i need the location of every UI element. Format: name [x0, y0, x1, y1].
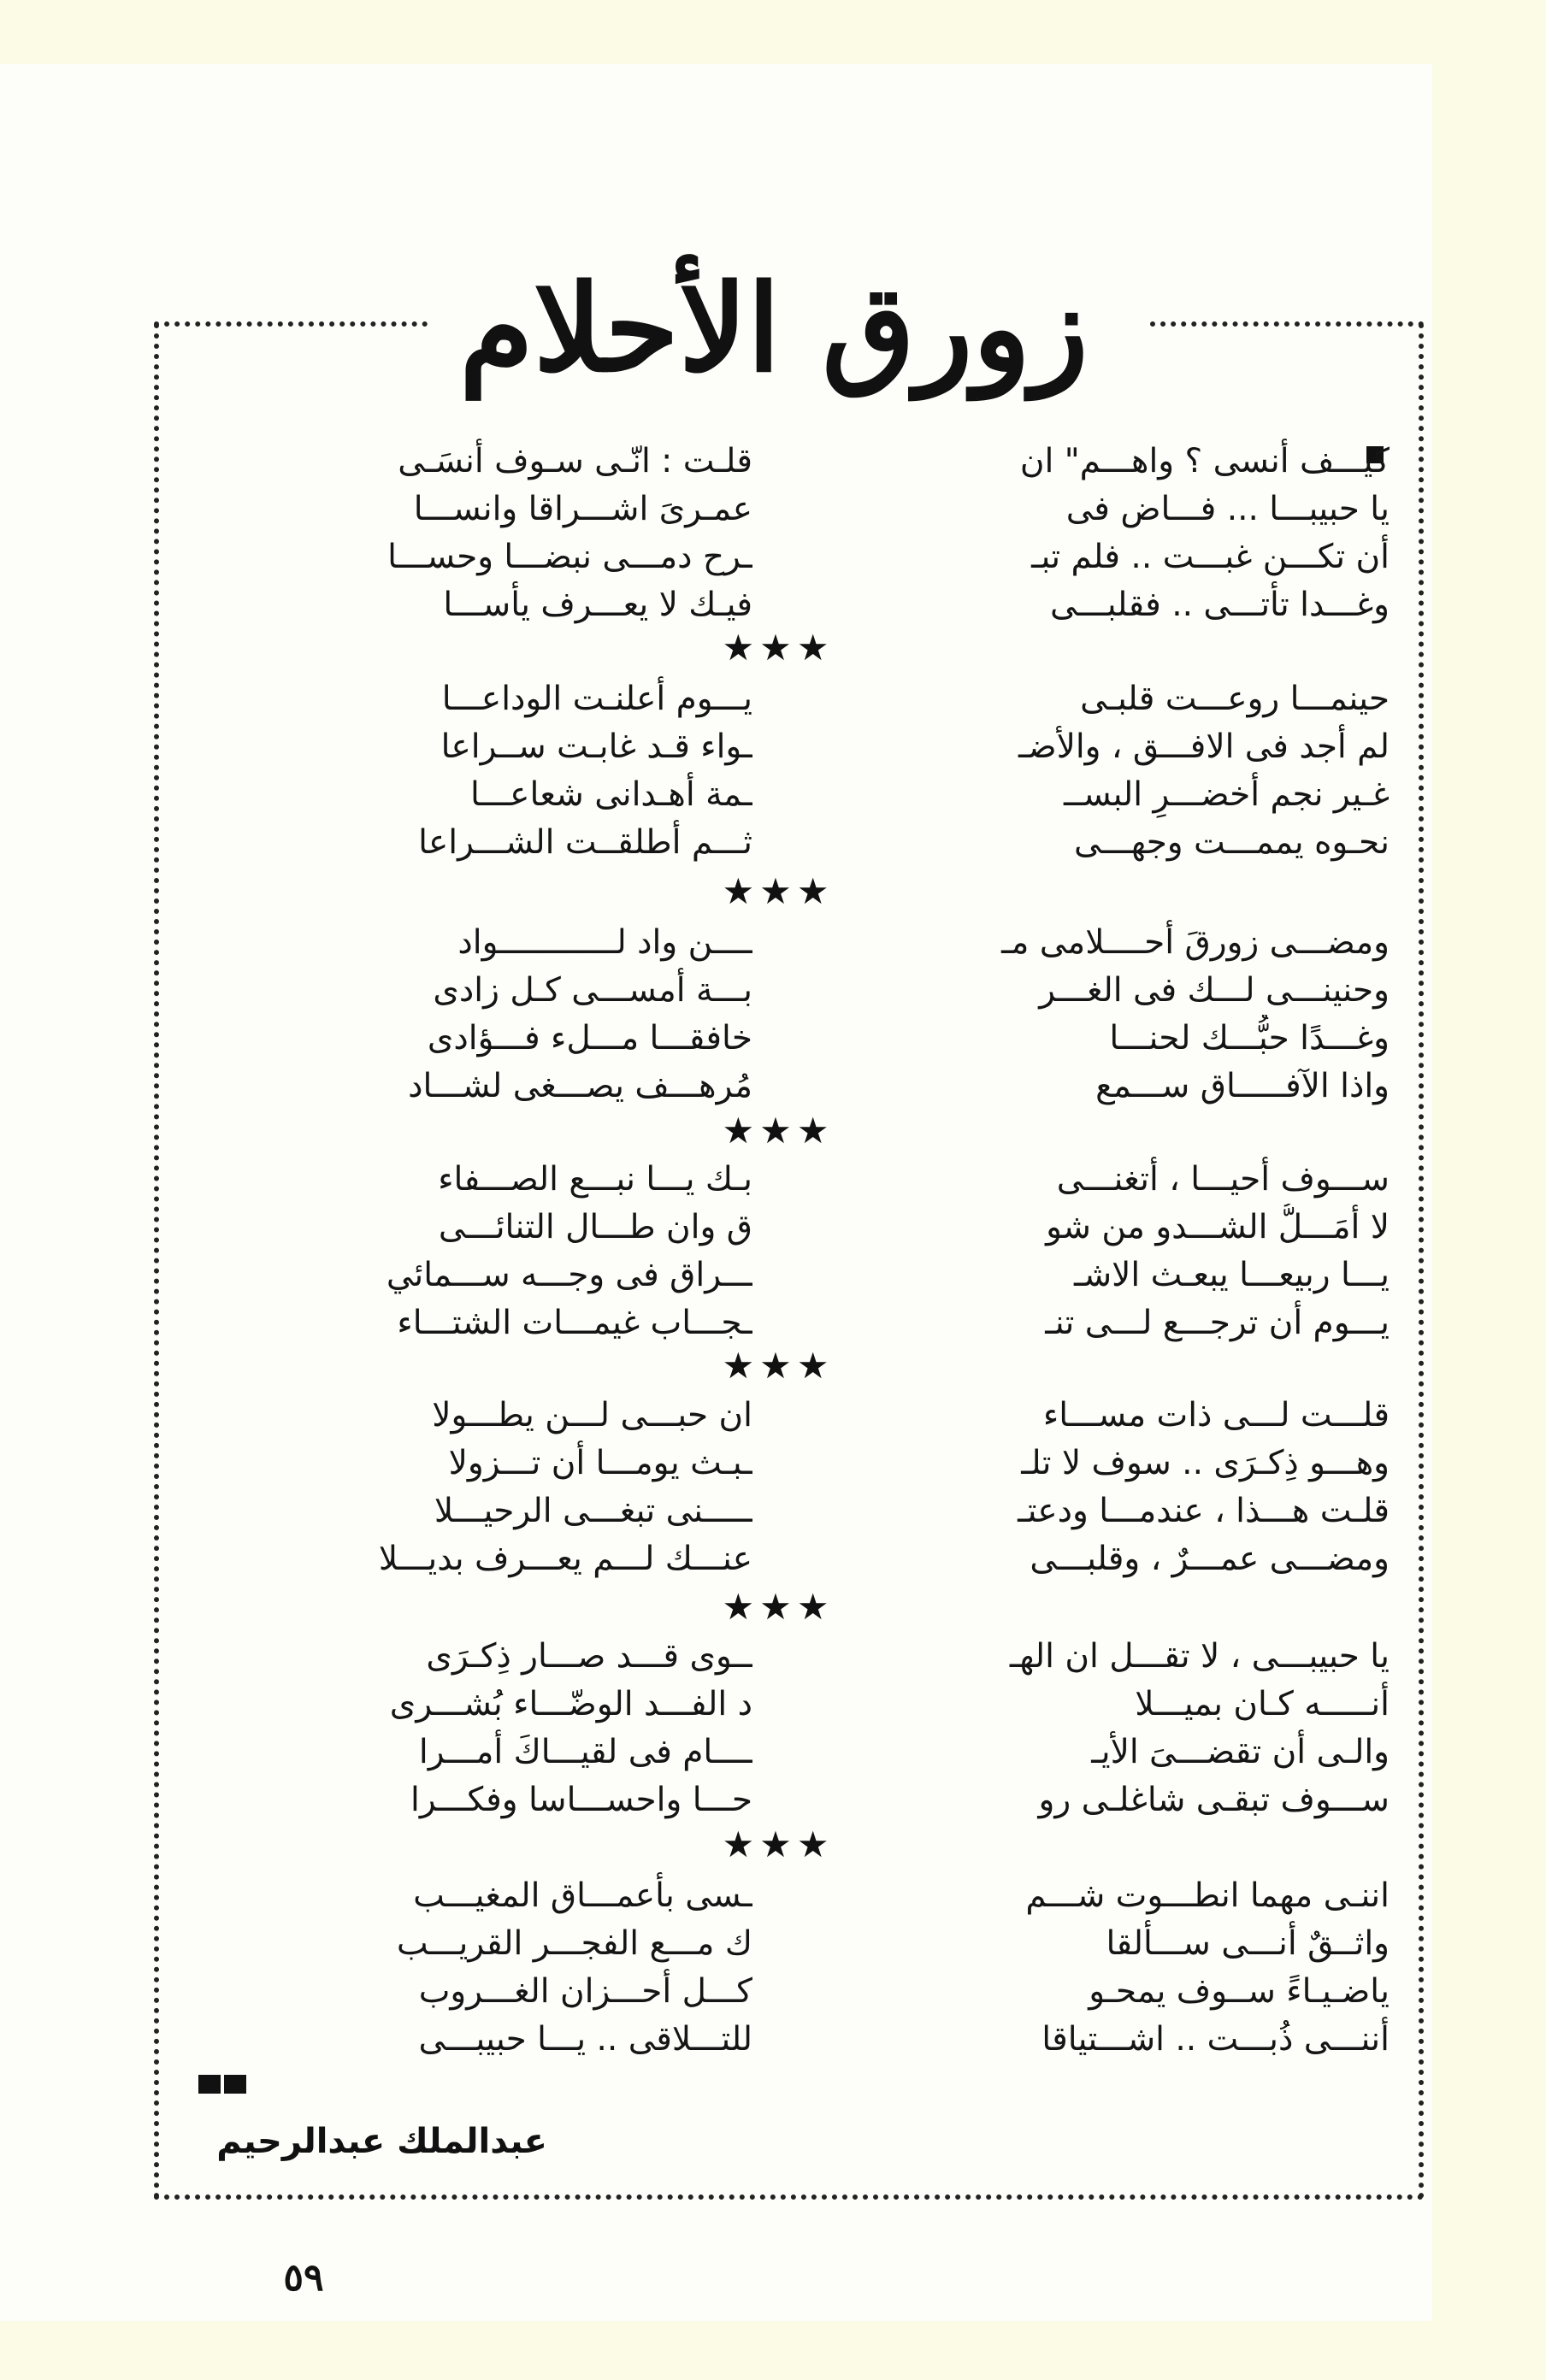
hemistich-left: مُرهـــف يصـــغى لشـــاد	[408, 1067, 752, 1105]
hemistich-right: أننـــى ذُبـــت .. اشـــتياقا	[1041, 2020, 1390, 2059]
hemistich-right: أن تكـــن غبـــت .. فلم تبـ	[1031, 538, 1390, 576]
hemistich-right: نحـوه يممـــت وجهـــى	[1073, 823, 1390, 862]
hemistich-left: خافقـــا مـــلء فـــؤادى	[427, 1019, 752, 1057]
hemistich-right: واثــقٌ أنـــى ســـألقا	[1106, 1924, 1390, 1963]
hemistich-right: يـــا ربيعـــا يبعـث الاشـ	[1074, 1256, 1390, 1294]
verse-line	[0, 1872, 1546, 1920]
hemistich-right: غـير نجم أخضـــرِ البســ	[1064, 775, 1390, 814]
hemistich-right: ســـوف تبقـى شاغلـى رو	[1038, 1781, 1390, 1819]
verse-line	[0, 967, 1546, 1015]
hemistich-right: أنـــــه كـان بميـــلا	[1135, 1685, 1390, 1723]
stanza-separator-stars: ★★★	[722, 870, 835, 912]
hemistich-right: والـى أن تقضـــىَ الأيـ	[1091, 1733, 1390, 1771]
hemistich-right: يا حبيبـــا ... فـــاض فى	[1065, 490, 1390, 528]
hemistich-right: لا أمَـــلُّ الشـــدو من شو	[1046, 1208, 1390, 1246]
stanza-separator-stars: ★★★	[722, 1345, 835, 1387]
page-number: ٥٩	[283, 2256, 324, 2300]
hemistich-right: يـــوم أن ترجـــع لـــى تنـ	[1045, 1304, 1390, 1342]
verse-line	[0, 1776, 1546, 1824]
hemistich-left: ـــراق فى وجـــه ســـمائي	[386, 1256, 752, 1294]
verse-line	[0, 533, 1546, 581]
verse-line	[0, 919, 1546, 967]
hemistich-left: ان حبـــى لـــن يطـــولا	[432, 1396, 752, 1434]
hemistich-right: قلـت هـــذا ، عندمـــا ودعتـ	[1018, 1492, 1390, 1530]
hemistich-left: د الفـــد الوضّـــاء بُشـــرى	[389, 1685, 752, 1723]
verse-line	[0, 771, 1546, 819]
hemistich-left: ـواء قـد غابـت ســراعا	[440, 728, 752, 766]
hemistich-left: يـــوم أعلنـت الوداعـــا	[441, 680, 752, 718]
stanza-7	[0, 1872, 1546, 2064]
hemistich-left: ــــن واد لــــــــــــواد	[457, 923, 752, 962]
poem-title: زورق الأحلام	[459, 259, 1089, 399]
verse-line	[0, 1681, 1546, 1729]
verse-line	[0, 1920, 1546, 1968]
hemistich-left: عنـــك لـــم يعـــرف بديـــلا	[378, 1540, 752, 1578]
poet-name: عبدالملك عبدالرحيم	[216, 2122, 547, 2161]
stanza-2	[0, 675, 1546, 867]
verse-line	[0, 1729, 1546, 1776]
hemistich-left: ق وان طـــال التنائـــى	[438, 1208, 752, 1246]
stanza-separator-stars: ★★★	[722, 1823, 835, 1865]
hemistich-left: ــوى قـــد صـــار ذِكـرَى	[426, 1637, 752, 1676]
hemistich-left: بـــة أمســـى كـل زادى	[433, 971, 752, 1010]
hemistich-right: كيـــف أنسى ؟ واهـــم" ان	[1019, 442, 1390, 480]
hemistich-right: يا حبيبـــى ، لا تقـــل ان الهـ	[1009, 1637, 1390, 1676]
hemistich-left: ـــــنى تبغـــى الرحيـــلا	[434, 1492, 752, 1530]
hemistich-left: ـرح دمـــى نبضـــا وحســـا	[387, 538, 752, 576]
verse-line	[0, 486, 1546, 533]
hemistich-right: وغـــدًا حبُّـــك لحنـــا	[1109, 1019, 1390, 1057]
hemistich-left: حـــا واحســـاسا وفكـــرا	[410, 1781, 752, 1819]
hemistich-left: ـبـث يومـــا أن تـــزولا	[448, 1444, 752, 1482]
verse-line	[0, 819, 1546, 867]
verse-line	[0, 1488, 1546, 1535]
stanza-4	[0, 1156, 1546, 1347]
stanza-5	[0, 1392, 1546, 1583]
verse-line	[0, 2016, 1546, 2064]
hemistich-right: ســـوف أحيـــا ، أتغنـــى	[1056, 1160, 1390, 1199]
stanza-separator-stars: ★★★	[722, 627, 835, 669]
verse-line	[0, 1440, 1546, 1488]
stanza-separator-stars: ★★★	[722, 1586, 835, 1628]
hemistich-right: ومضـــى زورقَ أحــــلامى مـ	[1001, 923, 1390, 962]
hemistich-left: قلـت : انّـى سـوف أنسَـى	[398, 442, 752, 480]
hemistich-left: بـك يـــا نبـــع الصـــفاء	[438, 1160, 752, 1199]
hemistich-left: فيـك لا يعـــرف يأســـا	[443, 586, 752, 624]
stanza-1	[0, 438, 1546, 629]
hemistich-left: ثـــم أطلقــت الشـــراعا	[418, 823, 752, 862]
hemistich-right: وغـــدا تأتـــى .. فقلبـــى	[1049, 586, 1390, 624]
verse-line	[0, 1633, 1546, 1681]
verse-line	[0, 438, 1546, 486]
hemistich-right: وحنينـــى لـــك فى الغـــر	[1039, 971, 1390, 1010]
hemistich-left: ك مـــع الفجـــر القريـــب	[396, 1924, 752, 1963]
hemistich-left: كـــل أحـــزان الغـــروب	[418, 1972, 752, 2011]
verse-line	[0, 581, 1546, 629]
end-mark-icon	[198, 2075, 250, 2094]
hemistich-right: قلـــت لـــى ذات مســـاء	[1042, 1396, 1390, 1434]
hemistich-right: ياضـيـاءً ســوف يمحـو	[1089, 1972, 1390, 2011]
hemistich-left: ـجـــاب غيمـــات الشتـــاء	[397, 1304, 752, 1342]
hemistich-left: عمـرىَ اشـــراقا وانســـا	[413, 490, 752, 528]
hemistich-left: ــــام فى لقيـــاكَ أمـــرا	[418, 1733, 752, 1771]
verse-line	[0, 1299, 1546, 1347]
hemistich-right: ومضـــى عمـــرٌ ، وقلبـــى	[1030, 1540, 1390, 1578]
hemistich-left: ـمة أهـدانى شعاعـــا	[470, 775, 752, 814]
hemistich-right: وهـــو ذِكـرَى .. سوف لا تلـ	[1021, 1444, 1390, 1482]
hemistich-left: ـسى بأعمـــاق المغيـــب	[413, 1876, 752, 1915]
stanza-3	[0, 919, 1546, 1110]
verse-line	[0, 1063, 1546, 1110]
verse-line	[0, 1252, 1546, 1299]
verse-line	[0, 1392, 1546, 1440]
verse-line	[0, 1204, 1546, 1252]
hemistich-right: لم أجد فى الافـــق ، والأضـ	[1018, 728, 1390, 766]
stanza-6	[0, 1633, 1546, 1824]
hemistich-right: اننـى مهما انطـــوت شـــم	[1025, 1876, 1390, 1915]
hemistich-right: واذا الآفـــــاق ســـمع	[1095, 1067, 1390, 1105]
verse-line	[0, 1015, 1546, 1063]
hemistich-right: حينمـــا روعـــت قلبـى	[1080, 680, 1390, 718]
verse-line	[0, 675, 1546, 723]
verse-line	[0, 1156, 1546, 1204]
hemistich-left: للتـــلاقى .. يـــا حبيبـــى	[418, 2020, 752, 2059]
stanza-separator-stars: ★★★	[722, 1110, 835, 1152]
verse-line	[0, 1968, 1546, 2016]
verse-line	[0, 1535, 1546, 1583]
verse-line	[0, 723, 1546, 771]
